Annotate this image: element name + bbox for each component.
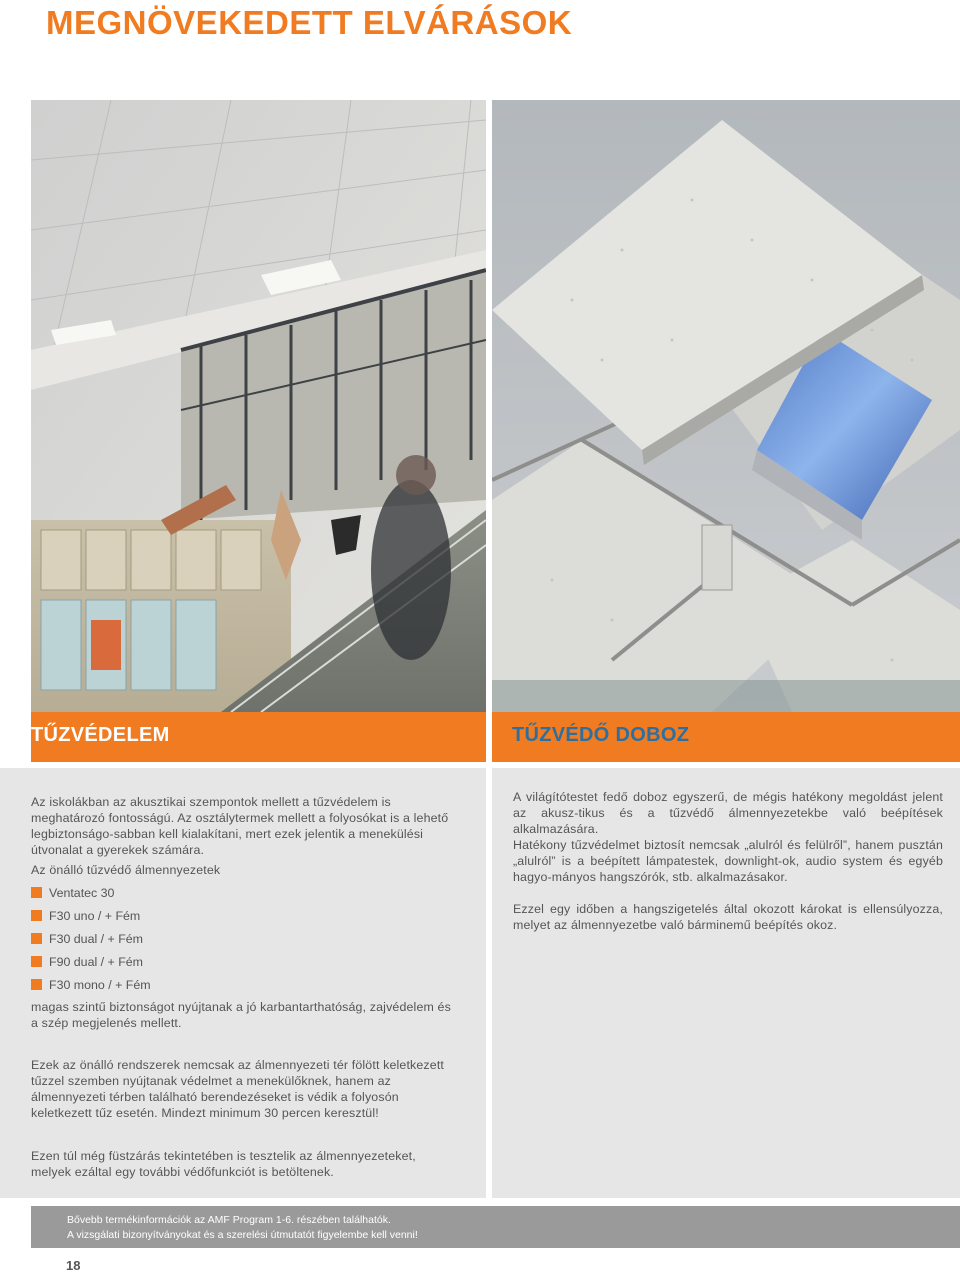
footer-note bbox=[31, 1206, 960, 1248]
systems-paragraph: Ezek az önálló rendszerek nemcsak az álmennyezeti tér fölött keletkezett tűzzel szemben nyújtanak védelmet a menekülőknek, hanem az álmennyezeti térben található berendezéseket is védik a folyosón keletkezett tűz esetén. Mindezt minimum 30 percen keresztül! bbox=[31, 1058, 445, 1120]
bullet-square-icon bbox=[31, 933, 42, 944]
bullet-square-icon bbox=[31, 979, 42, 990]
bullet-square-icon bbox=[31, 910, 42, 921]
fire-box-band bbox=[492, 712, 960, 762]
list-item: Ventatec 30 bbox=[31, 886, 151, 909]
list-item: F90 dual / + Fém bbox=[31, 955, 151, 978]
bullet-square-icon bbox=[31, 956, 42, 967]
after-list-paragraph: magas szintű biztonságot nyújtanak a jó karbantarthatóság, zajvédelem és a szép megjelenés mellett. bbox=[31, 1000, 451, 1030]
box-protection-paragraph: Hatékony tűzvédelmet biztosít nemcsak „alulról és felülről”, hanem pusztán „alulról” is a beépített lámpatestek, downlight-ok, audio system és egyéb hagyo-mányos hangszórók, stb. alkalmazásakor. bbox=[513, 838, 943, 884]
ceiling-panel-illustration bbox=[492, 100, 960, 712]
list-item: F30 dual / + Fém bbox=[31, 932, 151, 955]
product-list bbox=[31, 886, 151, 1001]
footer-line-2: A vizsgálati bizonyítványokat és a szerelési útmutatót figyelembe kell venni! bbox=[67, 1229, 418, 1241]
page-number: 18 bbox=[66, 1258, 81, 1273]
bullet-square-icon bbox=[31, 887, 42, 898]
list-item: F30 mono / + Fém bbox=[31, 978, 151, 1001]
box-intro-paragraph: A világítótestet fedő doboz egyszerű, de mégis hatékony megoldást jelent az akusz-tikus és a tűzvédő álmennyezetekbe való beépítések alkalmazására. bbox=[513, 790, 943, 836]
fire-protection-heading: TŰZVÉDELEM bbox=[31, 724, 170, 746]
page-title: MEGNÖVEKEDETT ELVÁRÁSOK bbox=[46, 4, 573, 41]
box-acoustic-paragraph: Ezzel egy időben a hangszigetelés által okozott károkat is ellensúlyozza, melyet az álmennyezetbe való bárminemű beépítés okoz. bbox=[513, 902, 943, 932]
stairwell-photo bbox=[31, 100, 486, 712]
list-item: F30 uno / + Fém bbox=[31, 909, 151, 932]
list-intro: Az önálló tűzvédő álmennyezetek bbox=[31, 863, 221, 877]
fire-box-heading: TŰZVÉDŐ DOBOZ bbox=[512, 724, 690, 746]
fire-protection-band bbox=[31, 712, 486, 762]
footer-line-1: Bővebb termékinformációk az AMF Program 1-6. részében találhatók. bbox=[67, 1214, 391, 1226]
smoke-paragraph: Ezen túl még füstzárás tekintetében is tesztelik az álmennyezeteket, melyek ezáltal egy további védőfunkciót is betöltenek. bbox=[31, 1149, 416, 1179]
intro-paragraph: Az iskolákban az akusztikai szempontok mellett a tűzvédelem is meghatározó fontosságú. Az osztálytermek mellett a folyosókat is a lehető legbiztonságo-sabban kell kialakítani, mert ezek jelentik a menekülési útvonalat a gyerekek számára. bbox=[31, 795, 449, 857]
